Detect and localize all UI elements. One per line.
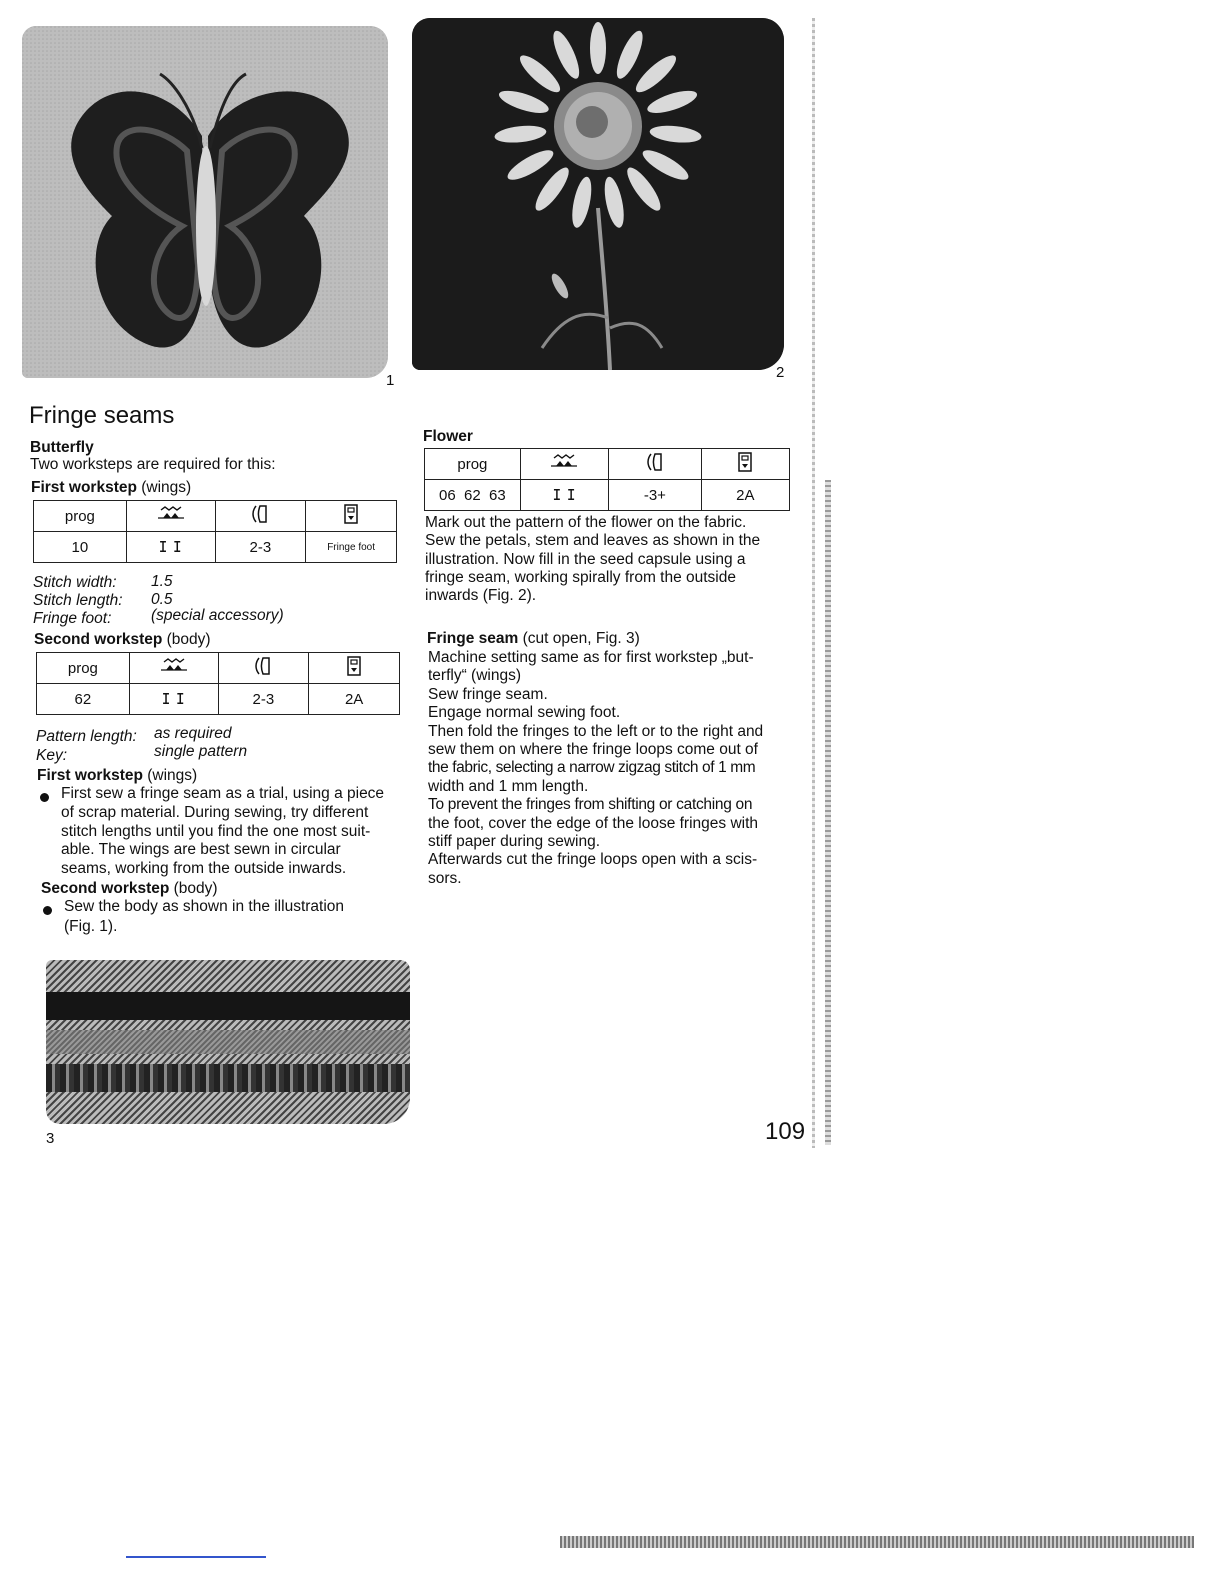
text-line: inwards (Fig. 2). [425,587,537,605]
width-value: 2-3 [215,532,306,563]
figure-3-number: 3 [46,1130,55,1147]
figure-1-number: 1 [386,372,395,389]
second-workstep-label: Second workstep [34,631,163,648]
fringe-band-mid [46,1030,410,1054]
fringe-seam-instructions [428,649,803,888]
butterfly-title: Butterfly [30,439,94,456]
foot-value: 2A [309,684,400,715]
text-line: the fabric, selecting a narrow zigzag stitch of 1 mm [428,759,756,777]
prog-header: prog [37,653,130,684]
foot-value: 2A [701,480,789,511]
text-line: Then fold the fringes to the left or to the right and [428,722,764,740]
stitch-length-value: 0.5 [151,591,173,608]
bullet-dot [43,906,52,915]
stitch-width-icon [609,449,701,480]
fringe-seam-note: (cut open, Fig. 3) [518,630,640,647]
butterfly-photo [22,26,388,378]
presser-foot-icon [306,501,397,532]
prog-value: 62 [37,684,130,715]
text-line: sors. [428,869,462,887]
stitch-length-icon: ⵊ ⵊ [126,532,215,563]
scan-edge-line [812,18,815,1148]
key-value: single pattern [154,743,248,760]
text-line: fringe seam, working spirally from the outside [425,568,736,586]
text-line: the foot, cover the edge of the loose fringes with [428,814,759,832]
stitch-width-label: Stitch width: [33,574,117,591]
scan-bottom-mark [126,1556,266,1558]
text-line: Engage normal sewing foot. [428,704,621,722]
stitch-width-value: 1.5 [151,573,173,590]
text-line: stitch lengths until you find the one most suit- [61,822,371,840]
text-line: First sew a fringe seam as a trial, using a piece [61,785,385,802]
first-workstep-note: (wings) [136,479,192,496]
second-workstep-note: (body) [169,880,218,897]
stitch-width-icon [218,653,309,684]
text-line: width and 1 mm length. [428,777,589,795]
scan-bottom-bar [560,1536,1194,1548]
prog-value: 06 62 63 [425,480,521,511]
stitch-width-icon [215,501,306,532]
flower-title: Flower [423,428,473,445]
first-workstep-label: First workstep [37,767,143,784]
fringe-foot-value: (special accessory) [151,607,284,624]
width-value: -3+ [609,480,701,511]
second-workstep-heading [34,631,211,650]
bullet-dot [40,793,49,802]
bullet-wings-text [61,785,406,879]
presser-foot-icon [309,653,400,684]
stitch-pattern-icon [129,653,218,684]
stitch-pattern-icon [520,449,608,480]
prog-header: prog [425,449,521,480]
second-workstep-settings-table [36,652,400,715]
text-line: Sew the body as shown in the illustration [64,898,345,915]
fringe-band-dark [46,992,410,1020]
pattern-length-label: Pattern length: [36,728,137,745]
text-line: seams, working from the outside inwards. [61,860,347,878]
foot-value: Fringe foot [306,532,397,563]
pattern-length-value: as required [154,725,232,742]
text-line: stiff paper during sewing. [428,833,601,851]
prog-header: prog [34,501,127,532]
text-line: terfly“ (wings) [428,667,522,685]
fringe-seam-photo [46,960,410,1124]
key-label: Key: [36,747,68,764]
presser-foot-icon [701,449,789,480]
first-workstep-instructions-heading [37,767,197,786]
text-line: illustration. Now fill in the seed capsule using a [425,550,746,568]
stitch-length-icon: ⵊ ⵊ [520,480,608,511]
text-line: Afterwards cut the fringe loops open with a scis- [428,851,758,869]
butterfly-intro: Two worksteps are required for this: [30,456,276,473]
bullet-body-text [64,897,394,937]
prog-value: 10 [34,532,127,563]
text-line: Mark out the pattern of the flower on the fabric. [425,514,747,531]
text-line: Sew the petals, stem and leaves as shown in the [425,532,761,550]
text-line: Machine setting same as for first workstep „but- [428,649,754,666]
stitch-length-icon: ⵊ ⵊ [129,684,218,715]
flower-photo [412,18,784,370]
page-heading: Fringe seams [29,402,175,429]
flower-instructions [425,514,795,605]
first-workstep-heading [31,479,191,498]
page-number: 109 [765,1118,806,1145]
text-line: (Fig. 1). [64,918,118,935]
first-workstep-note: (wings) [142,767,198,784]
fringe-foot-label: Fringe foot: [33,610,112,627]
width-value: 2-3 [218,684,309,715]
stitch-pattern-icon [126,501,215,532]
flower-illustration [412,18,784,370]
stitch-length-label: Stitch length: [33,592,123,609]
first-workstep-label: First workstep [31,479,137,496]
text-line: sew them on where the fringe loops come out of [428,741,758,759]
text-line: Sew fringe seam. [428,685,548,703]
text-line: of scrap material. During sewing, try different [61,803,369,821]
second-workstep-instructions-heading [41,880,218,899]
text-line: To prevent the fringes from shifting or catching on [428,796,753,814]
first-workstep-settings-table [33,500,397,563]
butterfly-illustration [22,26,388,378]
figure-2-number: 2 [776,364,785,381]
fringe-seam-heading [427,630,640,649]
fringe-seam-label: Fringe seam [427,630,519,647]
second-workstep-label: Second workstep [41,880,170,897]
second-workstep-note: (body) [162,631,211,648]
flower-settings-table [424,448,790,511]
scan-edge-shadow [825,480,831,1145]
text-line: able. The wings are best sewn in circular [61,841,341,859]
fringe-loops [46,1064,410,1092]
